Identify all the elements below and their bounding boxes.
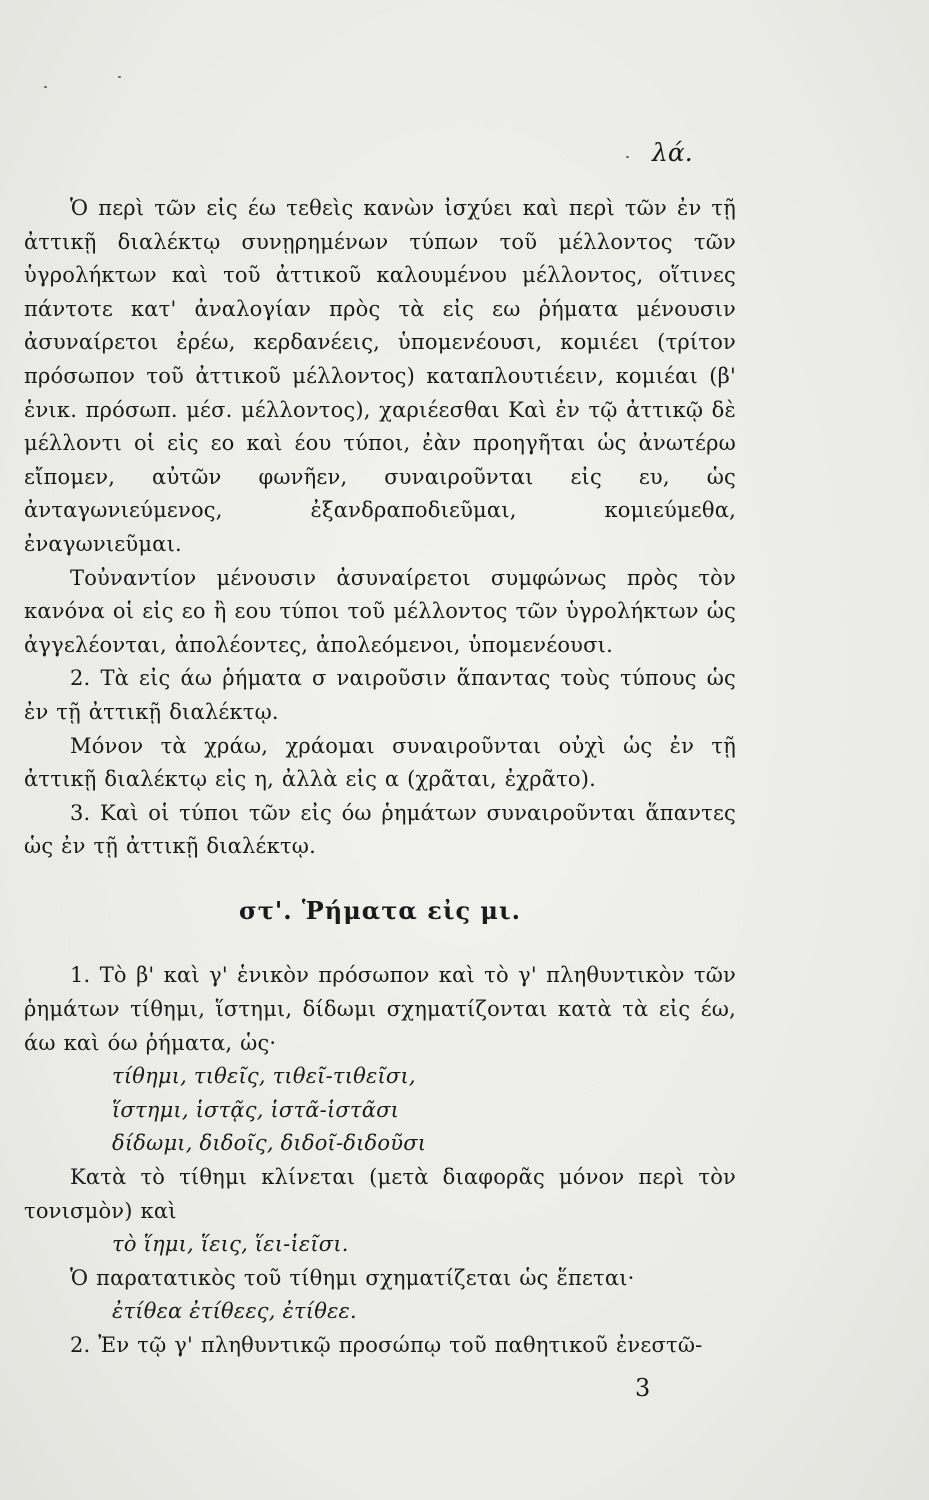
paragraph-imperfect: Ὁ παρατατικὸς τοῦ τίθημι σχηματίζεται ὡς ἕπεται· [70, 1265, 635, 1290]
example-tithemi: τίθημι, τιθεῖς, τιθεῖ-τιθεῖσι, [112, 1064, 416, 1089]
paragraph-passive: 2. Ἐν τῷ γ' πληθυντικῷ προσώπῳ τοῦ παθητικοῦ ἐνεστῶ- [70, 1333, 703, 1357]
example-histemi: ἵστημι, ἱστᾷς, ἱστᾶ-ἱστᾶσι [112, 1097, 400, 1122]
signature-mark: 3 [635, 1374, 651, 1402]
page-number: λά. [652, 138, 693, 167]
paragraph-oo-verbs: 3. Καὶ οἱ τύποι τῶν εἰς όω ῥημάτων συναιροῦνται ἅπαντες ὡς ἐν τῇ ἀττικῇ διαλέκτῳ. [24, 800, 736, 859]
speck-mark [118, 76, 121, 78]
speck-mark [626, 156, 629, 158]
paragraph-kata-tithemi: Κατὰ τὸ τίθημι κλίνεται (μετὰ διαφορᾶς μόνον περὶ τὸν τονισμὸν) καὶ [24, 1165, 736, 1223]
example-hiemi: τὸ ἵημι, ἵεις, ἵει-ἱεῖσι. [112, 1232, 349, 1257]
section-title: στ'. Ῥήματα εἰς μι. [239, 895, 521, 925]
paragraph-chrao: Μόνον τὰ χράω, χράομαι συναιροῦνται οὐχὶ ὡς ἐν τῇ ἀττικῇ διαλέκτῳ εἰς η, ἀλλὰ εἰς α (χρᾶται, ἐχρᾶτο). [24, 733, 736, 792]
speck-mark [44, 86, 47, 88]
paragraph-liquid-verbs: Τοὐναντίον μένουσιν ἀσυναίρετοι συμφώνως πρὸς τὸν κανόνα οἱ εἰς εο ἢ εου τύποι τοῦ μέλλοντος τῶν ὑγρολήκτων ὡς ἀγγελέονται, ἀπολέοντες, ἀπολεόμενοι, ὑπομενέουσι. [24, 565, 736, 657]
example-didomi: δίδωμι, διδοῖς, διδοῖ-διδοῦσι [112, 1131, 427, 1156]
paragraph-ao-verbs: 2. Τὰ εἰς άω ῥήματα σ ναιροῦσιν ἅπαντας τοὺς τύπους ὡς ἐν τῇ ἀττικῇ διαλέκτῳ. [24, 666, 736, 724]
paragraph-mi-verbs: 1. Τὸ β' καὶ γ' ἑνικὸν πρόσωπον καὶ τὸ γ' πληθυντικὸν τῶν ῥημάτων τίθημι, ἵστημι, δίδωμι σχηματίζονται κατὰ τὰ εἰς έω, άω καὶ όω ῥήματα, ὡς· [24, 963, 736, 1055]
example-imperfect: ἐτίθεα ἐτίθεες, ἐτίθεε. [112, 1299, 357, 1324]
paragraph-future-tense: Ὁ περὶ τῶν εἰς έω τεθεὶς κανὼν ἰσχύει καὶ περὶ τῶν ἐν τῇ ἀττικῇ διαλέκτῳ συνῃρημένων τύπων τοῦ μέλλοντος τῶν ὑγρολήκτων καὶ τοῦ ἀττικοῦ καλουμένου μέλλοντος, οἵτινες πάντοτε κατ' ἀναλογίαν πρὸς τὰ εἰς εω ῥήματα μένουσιν ἀσυναίρετοι ἐρέω, κερδανέεις, ὑπομενέουσι, κομιέει (τρίτον πρόσωπον τοῦ ἀττικοῦ μέλλοντος) καταπλουτιέειν, κομιέαι (β' ἑνικ. πρόσωπ. μέσ. μέλλοντος), χαριέεσθαι Καὶ ἐν τῷ ἀττικῷ δὲ μέλλοντι οἱ εἰς εο καὶ έου τύποι, ἐὰν προηγῆται ὡς ἀνωτέρω εἴπομεν, αὐτῶν φωνῆεν, συναιροῦνται εἰς ευ, ὡς ἀνταγωνιεύμενος, ἐξανδραποδιεῦμαι, κομιεύμεθα, ἐναγωνιεῦμαι. [24, 196, 736, 556]
body-text [24, 192, 736, 1363]
